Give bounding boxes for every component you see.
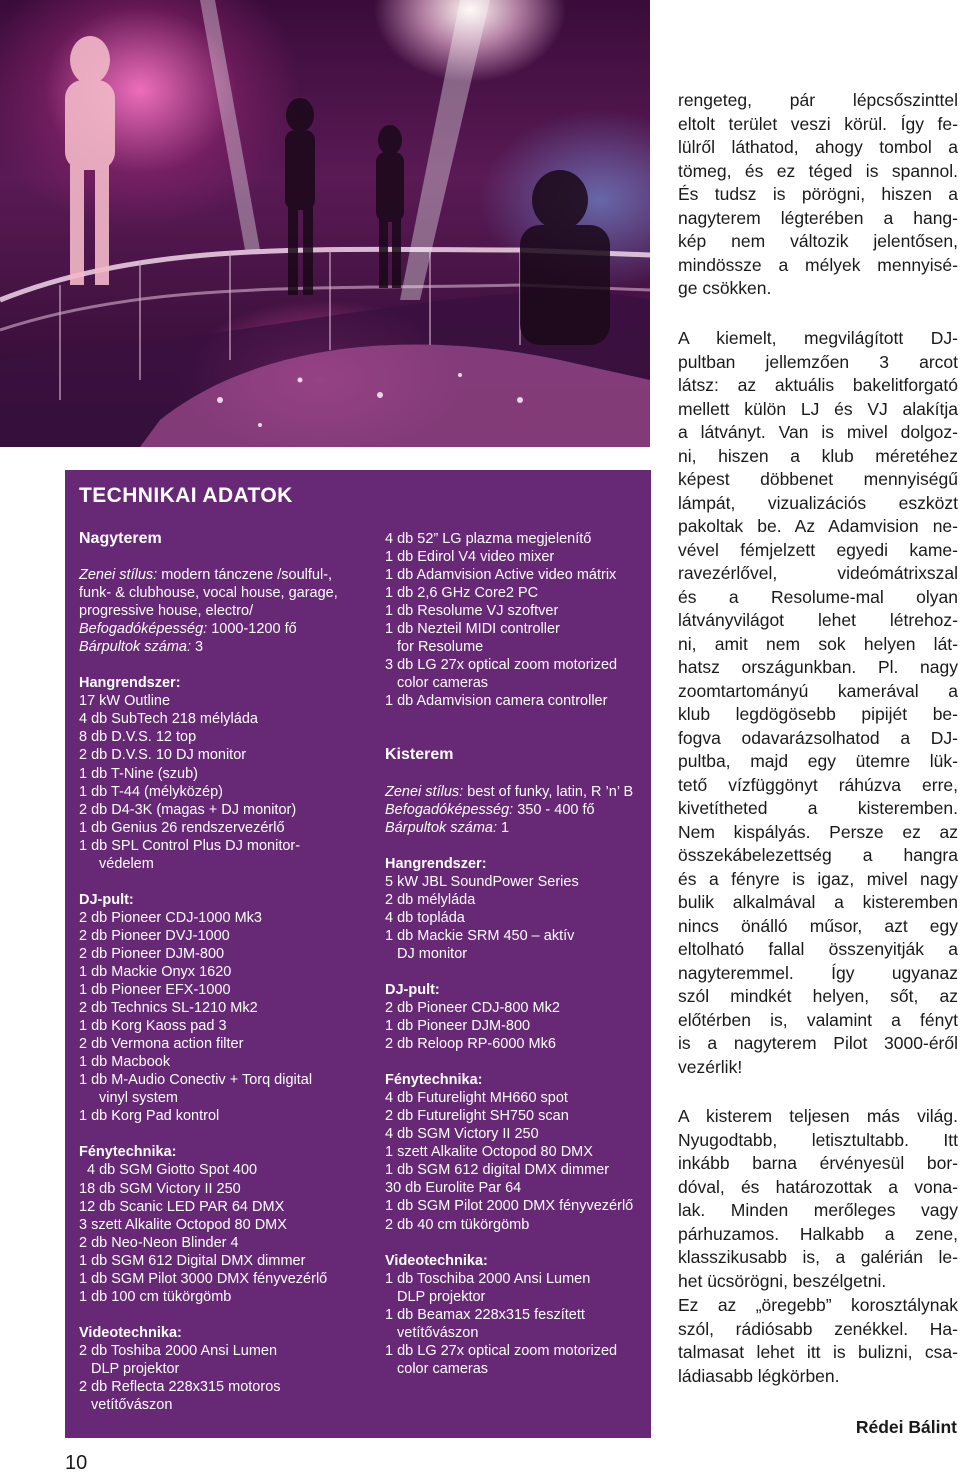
style-label: Zenei stílus:: [385, 783, 464, 800]
list-item: 1 szett Alkalite Octopod 80 DMX: [385, 1144, 593, 1161]
text-line: pakoltak be. Az Adamvision ne-: [678, 516, 958, 536]
list-item: 1 db Mackie Onyx 1620: [79, 963, 232, 980]
capacity-label: Befogadóképesség:: [385, 801, 514, 818]
list-item: 2 db Vermona action filter: [79, 1036, 244, 1053]
list-item: 4 db Futurelight MH660 spot: [385, 1090, 568, 1107]
list-item-cont: for Resolume: [397, 639, 484, 656]
list-item: 18 db SGM Victory II 250: [79, 1180, 241, 1197]
text-line: A kiemelt, megvilágított DJ-: [678, 328, 958, 348]
list-item: 1 db Resolume VJ szoftver: [385, 603, 559, 620]
technical-left-column: [79, 530, 359, 1414]
list-item-cont: color cameras: [397, 675, 489, 692]
technical-mid-column: [385, 530, 655, 1378]
list-item: 1 db Pioneer DJM-800: [385, 1018, 531, 1035]
text-line: klub legdögösebb pipijét be-: [678, 704, 958, 724]
text-line: inkább barna érvényesül bor-: [678, 1153, 958, 1173]
list-item: 2 db mélyláda: [385, 891, 476, 908]
capacity-value: 350 - 400 fő: [513, 801, 595, 818]
list-item: 1 db Toschiba 2000 Ansi Lumen: [385, 1270, 591, 1287]
sound-heading: Hangrendszer:: [79, 675, 181, 692]
list-item: 2 db Pioneer CDJ-1000 Mk3: [79, 909, 262, 926]
text-line: het ücsörögni, beszélgetni.: [678, 1270, 887, 1291]
dj-heading: DJ-pult:: [79, 891, 134, 908]
list-item: 1 db Korg Pad kontrol: [79, 1108, 220, 1125]
text-line: rengeteg, pár lépcsőszinttel: [678, 90, 958, 110]
bars-value: 3: [191, 639, 204, 656]
text-line: képest döbbenet mennyiségű: [678, 469, 958, 489]
list-item: 1 db M-Audio Conectiv + Torq digital: [79, 1072, 313, 1089]
text-line: Nem kispályás. Persze ez az: [678, 821, 958, 842]
text-line: mindössze a mélyek mennyisé-: [678, 254, 958, 275]
list-item: 4 db SGM Victory II 250: [385, 1126, 539, 1143]
list-item: 1 db Nezteil MIDI controller: [385, 621, 560, 638]
list-item: 4 db 52” LG plazma megjelenítő: [385, 531, 592, 547]
capacity-label: Befogadóképesség:: [79, 621, 208, 638]
list-item-cont: color cameras: [397, 1360, 489, 1377]
list-item: 1 db Pioneer EFX-1000: [79, 982, 231, 999]
list-item: 1 db Mackie SRM 450 – aktív: [385, 927, 575, 944]
text-line: zoomtartományú kamerával a: [678, 680, 958, 701]
text-line: és a Resolume-mal olyan: [678, 586, 958, 607]
text-line: párhuzamos. Halkabb a zene,: [678, 1223, 958, 1244]
list-item: 17 kW Outline: [79, 693, 171, 710]
text-line: a látványt. Van is mivel dolgoz-: [678, 422, 958, 442]
text-line: kivetítheted a kisteremben.: [678, 798, 958, 818]
list-item: 1 db SGM Pilot 2000 DMX fényvezérlő: [385, 1198, 634, 1215]
capacity-value: 1000-1200 fő: [207, 621, 297, 638]
club-photo: [0, 0, 650, 447]
list-item: 1 db Beamax 228x315 feszített: [385, 1306, 585, 1323]
text-line: vezérlik!: [678, 1056, 743, 1077]
text-line: nagyteremmel. Így ugyanaz: [678, 962, 958, 983]
list-item: 3 db LG 27x optical zoom motorized: [385, 657, 618, 674]
list-item: 2 db Reflecta 228x315 motoros: [79, 1378, 281, 1395]
photo-illustration: [0, 0, 650, 447]
kisterem-heading: Kisterem: [385, 746, 454, 764]
list-item: 2 db D4-3K (magas + DJ monitor): [79, 801, 297, 818]
list-item: 8 db D.V.S. 12 top: [79, 729, 197, 746]
text-line: Ez az „öregebb” korosztálynak: [678, 1295, 958, 1315]
dj-heading: DJ-pult:: [385, 981, 440, 998]
list-item: 1 db Edirol V4 video mixer: [385, 549, 555, 566]
list-item: 5 kW JBL SoundPower Series: [385, 873, 579, 890]
text-line: is a nagyterem Pilot 3000-éről: [678, 1033, 958, 1053]
text-line: klasszikusabb is, a galérián le-: [678, 1247, 958, 1267]
list-item: 2 db Pioneer DVJ-1000: [79, 927, 230, 944]
video-heading: Videotechnika:: [385, 1252, 488, 1269]
bars-label: Bárpultok száma:: [79, 639, 192, 656]
text-line: A kisterem teljesen más világ.: [678, 1106, 958, 1126]
style-value: modern tánczene /soulful-,: [157, 567, 333, 584]
text-line: látványvilágot lehet létrehoz-: [678, 610, 958, 630]
text-line: fogva odavarázsolhatod a DJ-: [678, 727, 958, 748]
text-line: látsz: az aktuális bakelitforgató: [678, 375, 958, 395]
list-item: 4 db SGM Giotto Spot 400: [87, 1162, 258, 1179]
text-line: dóval, és határozottak a vona-: [678, 1176, 958, 1197]
text-line: ravezérlővel, videómátrixszal: [678, 563, 958, 583]
list-item: 3 szett Alkalite Octopod 80 DMX: [79, 1216, 287, 1233]
list-item: 2 db Neo-Neon Blinder 4: [79, 1234, 239, 1251]
list-item: 1 db 100 cm tükörgömb: [79, 1288, 232, 1305]
bars-value: 1: [497, 819, 510, 836]
list-item: 1 db Adamvision Active video mátrix: [385, 567, 617, 584]
text-line: és a fényre is igaz, mivel nagy: [678, 868, 958, 889]
author-name: Rédei Bálint: [855, 1417, 957, 1437]
text-line: eltolható fallal összenyitják a: [678, 939, 958, 959]
list-item: 1 db T-44 (mélyközép): [79, 783, 223, 800]
list-item: 2 db Pioneer DJM-800: [79, 945, 225, 962]
text-line: ni, amit nem sok helyen lát-: [678, 633, 958, 654]
list-item: 4 db SubTech 218 mélyláda: [79, 711, 258, 728]
video-heading: Videotechnika:: [79, 1324, 182, 1341]
text-line: talmasat lehet itt is bulizni, csa-: [678, 1342, 958, 1362]
text-line: lülről láthatod, ahogy tombol a: [678, 137, 958, 157]
list-item: 2 db Toshiba 2000 Ansi Lumen: [79, 1342, 278, 1359]
style-value-line: funk- & clubhouse, vocal house, garage,: [79, 585, 338, 602]
light-heading: Fénytechnika:: [385, 1072, 483, 1089]
article-paragraph-1: [678, 89, 958, 301]
list-item: 2 db D.V.S. 10 DJ monitor: [79, 747, 247, 764]
list-item: 2 db Futurelight SH750 scan: [385, 1108, 569, 1125]
list-item: 1 db SPL Control Plus DJ monitor-: [79, 837, 301, 854]
text-line: pultban jellemzően 3 arcot: [678, 351, 958, 372]
article-paragraph-4: [678, 1294, 958, 1388]
list-item: 2 db Technics SL-1210 Mk2: [79, 1000, 258, 1017]
list-item: 1 db Genius 26 rendszervezérlő: [79, 819, 285, 836]
bars-label: Bárpultok száma:: [385, 819, 498, 836]
list-item-cont: DLP projektor: [397, 1288, 486, 1305]
list-item-cont: vetítővászon: [91, 1397, 173, 1414]
text-line: Nyugodtabb, letisztultabb. Itt: [678, 1129, 958, 1150]
list-item: 1 db SGM Pilot 3000 DMX fényvezérlő: [79, 1270, 328, 1287]
list-item: 30 db Eurolite Par 64: [385, 1180, 522, 1197]
list-item: 1 db 2,6 GHz Core2 PC: [385, 585, 539, 602]
text-line: pultba, majd egy ütemre lük-: [678, 751, 958, 771]
list-item: 1 db Korg Kaoss pad 3: [79, 1018, 227, 1035]
text-line: nagyterem légterében a hang-: [678, 207, 958, 228]
list-item: 4 db topláda: [385, 909, 465, 926]
list-item-cont: vetítővászon: [397, 1324, 479, 1341]
technical-data-title: TECHNIKAI ADATOK: [79, 484, 293, 507]
list-item: 1 db T-Nine (szub): [79, 765, 199, 782]
style-label: Zenei stílus:: [79, 567, 158, 584]
list-item-cont: védelem: [99, 855, 154, 872]
text-line: kép nem változik jelentősen,: [678, 231, 958, 251]
text-line: vével fémjelzett egyedi kame-: [678, 539, 958, 560]
text-line: lak. Minden merőleges vagy: [678, 1200, 958, 1220]
text-line: lámpát, vizualizációs eszközt: [678, 492, 958, 513]
text-line: ni, hiszen a klub méretéhez: [678, 445, 958, 466]
list-item: 2 db Reloop RP-6000 Mk6: [385, 1036, 556, 1053]
article-paragraph-2: [678, 327, 958, 1079]
style-value: best of funky, latin, R ’n’ B: [463, 783, 634, 800]
text-line: bulik alkalmával a kisteremben: [678, 892, 958, 912]
list-item: 2 db Pioneer CDJ-800 Mk2: [385, 999, 560, 1016]
text-line: hatsz országunkban. Pl. nagy: [678, 657, 958, 677]
nagyterem-heading: Nagyterem: [79, 530, 162, 547]
list-item: 1 db Adamvision camera controller: [385, 693, 608, 710]
light-heading: Fénytechnika:: [79, 1144, 177, 1161]
text-line: tető vízfüggönyt ráhúzva erre,: [678, 774, 958, 795]
text-line: ládiasabb légkörben.: [678, 1365, 840, 1386]
text-line: És tudsz is pörögni, hiszen a: [678, 184, 958, 204]
list-item: 12 db Scanic LED PAR 64 DMX: [79, 1198, 285, 1215]
text-line: ge csökken.: [678, 278, 772, 298]
text-line: szól mindkét helyen, sőt, az: [678, 986, 958, 1006]
list-item: 1 db SGM 612 digital DMX dimmer: [385, 1162, 610, 1179]
page-number: 10: [65, 1452, 88, 1474]
text-line: előtérben is, valamint a fényt: [678, 1009, 958, 1030]
article-paragraph-3: [678, 1105, 958, 1293]
sound-heading: Hangrendszer:: [385, 855, 487, 872]
text-line: nincs önálló műsor, azt egy: [678, 915, 958, 936]
list-item-cont: DJ monitor: [397, 945, 468, 962]
text-line: eltolt terület veszi körül. Így fe-: [678, 113, 958, 134]
list-item: 2 db 40 cm tükörgömb: [385, 1216, 530, 1233]
text-line: mellett külön LJ és VJ alakítja: [678, 398, 958, 419]
list-item-cont: DLP projektor: [91, 1360, 180, 1377]
list-item: 1 db Macbook: [79, 1054, 171, 1071]
text-line: összekábelezettség a hangra: [678, 845, 958, 865]
list-item: 1 db LG 27x optical zoom motorized: [385, 1342, 618, 1359]
list-item-cont: vinyl system: [99, 1090, 178, 1107]
text-line: szól, rádiósabb zenékkel. Ha-: [678, 1318, 958, 1339]
style-value-line: progressive house, electro/: [79, 603, 254, 620]
text-line: tömeg, és ez téged is spannol.: [678, 160, 958, 181]
list-item: 1 db SGM 612 Digital DMX dimmer: [79, 1252, 306, 1269]
